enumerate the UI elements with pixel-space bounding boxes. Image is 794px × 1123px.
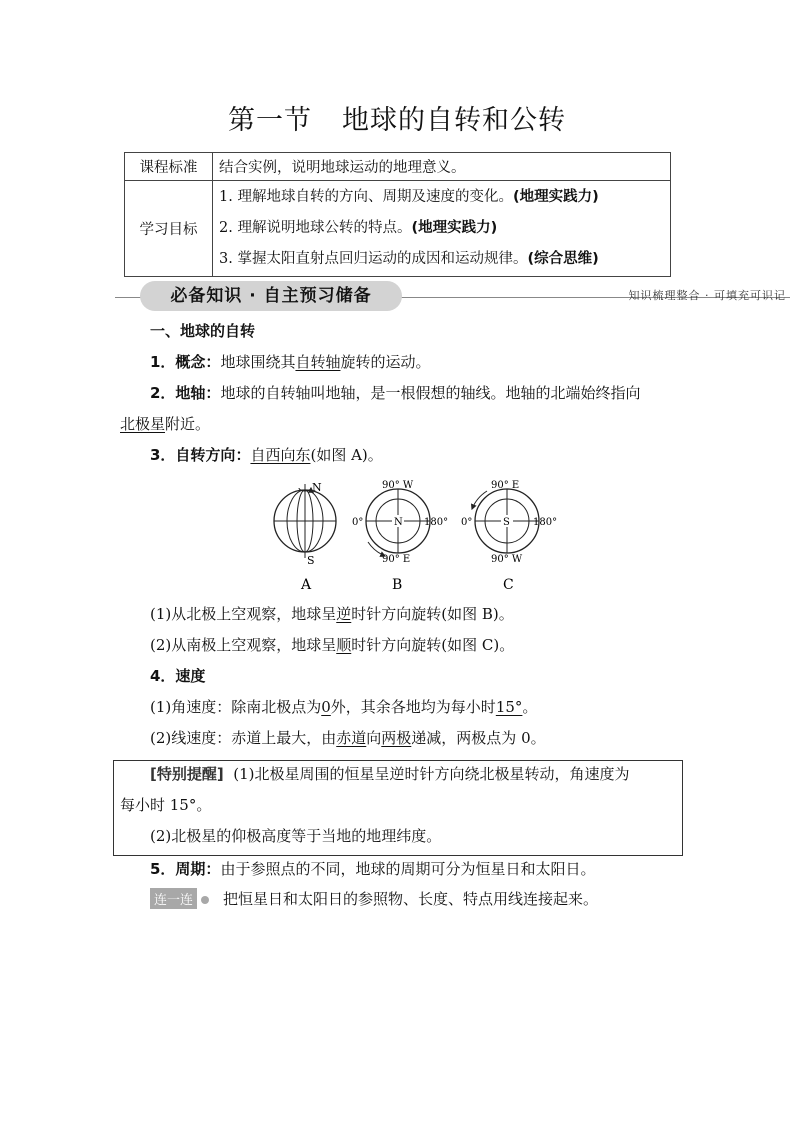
standards-table [124, 152, 671, 277]
south-label: S [307, 554, 315, 567]
north-label: N [312, 481, 322, 494]
right-label: 180° [533, 517, 558, 528]
top-label: 90° E [491, 480, 520, 491]
tip-line-1: [特别提醒] (1)北极星周围的恒星呈逆时针方向绕北极星转动，角速度为 [150, 765, 630, 783]
bottom-label: 90° W [491, 554, 523, 565]
goal-item: 3. 掌握太阳直射点回归运动的成因和运动规律。(综合思维) [219, 251, 599, 267]
center-label: N [394, 517, 403, 528]
tip-tag: [特别提醒] [150, 765, 224, 783]
angular-speed: (1)角速度：除南北极点为0外，其余各地均为每小时15°。 [150, 698, 538, 716]
direction-north-view: (1)从北极上空观察，地球呈逆时针方向旋转(如图 B)。 [150, 605, 514, 623]
rotation-figure [265, 476, 565, 596]
item-axis: 2．地轴：地球的自转轴叫地轴，是一根假想的轴线。地轴的北端始终指向 [150, 384, 641, 402]
connect-badge: 连一连 [150, 888, 197, 909]
globe-b [352, 480, 448, 593]
bottom-label: 90° E [382, 554, 411, 565]
section-heading: 一、地球的自转 [150, 322, 256, 340]
section-title: 地球的自转和公转 [342, 105, 566, 136]
figure-b-label: B [392, 577, 403, 593]
item-axis-cont: 北极星附近。 [120, 415, 211, 433]
section-number: 第一节 [228, 105, 312, 136]
linear-speed: (2)线速度：赤道上最大，由赤道向两极递减，两极点为 0。 [150, 729, 546, 747]
globe-a [274, 481, 336, 593]
bullet-dot-icon [201, 896, 209, 904]
figure-c-label: C [503, 577, 514, 593]
left-label: 0° [461, 517, 473, 528]
connect-exercise: 连一连 把恒星日和太阳日的参照物、长度、特点用线连接起来。 [150, 888, 598, 909]
goal-item: 1. 理解地球自转的方向、周期及速度的变化。(地理实践力) [219, 189, 599, 205]
banner-note: 知识梳理整合 · 可填充可识记 [628, 289, 786, 302]
top-label: 90° W [382, 480, 414, 491]
direction-south-view: (2)从南极上空观察，地球呈顺时针方向旋转(如图 C)。 [150, 636, 515, 654]
goals-list [213, 181, 671, 277]
standards-text: 结合实例，说明地球运动的地理意义。 [213, 153, 671, 181]
item-concept: 1．概念：地球围绕其自转轴旋转的运动。 [150, 353, 431, 371]
tip-line-3: (2)北极星的仰极高度等于当地的地理纬度。 [150, 827, 442, 845]
item-speed: 4．速度 [150, 667, 206, 685]
item-period: 5．周期：由于参照点的不同，地球的周期可分为恒星日和太阳日。 [150, 860, 596, 878]
item-direction: 3．自转方向：自西向东(如图 A)。 [150, 446, 383, 464]
right-label: 180° [424, 517, 449, 528]
goal-item: 2. 理解说明地球公转的特点。(地理实践力) [219, 220, 498, 236]
goals-label: 学习目标 [125, 181, 213, 277]
standards-label: 课程标准 [125, 153, 213, 181]
page-title [0, 98, 794, 137]
center-label: S [503, 517, 510, 528]
figure-a-label: A [301, 577, 312, 593]
globe-c [461, 480, 557, 593]
left-label: 0° [352, 517, 364, 528]
section-banner: 必备知识 · 自主预习储备 [140, 281, 402, 311]
tip-line-2: 每小时 15°。 [120, 796, 212, 814]
